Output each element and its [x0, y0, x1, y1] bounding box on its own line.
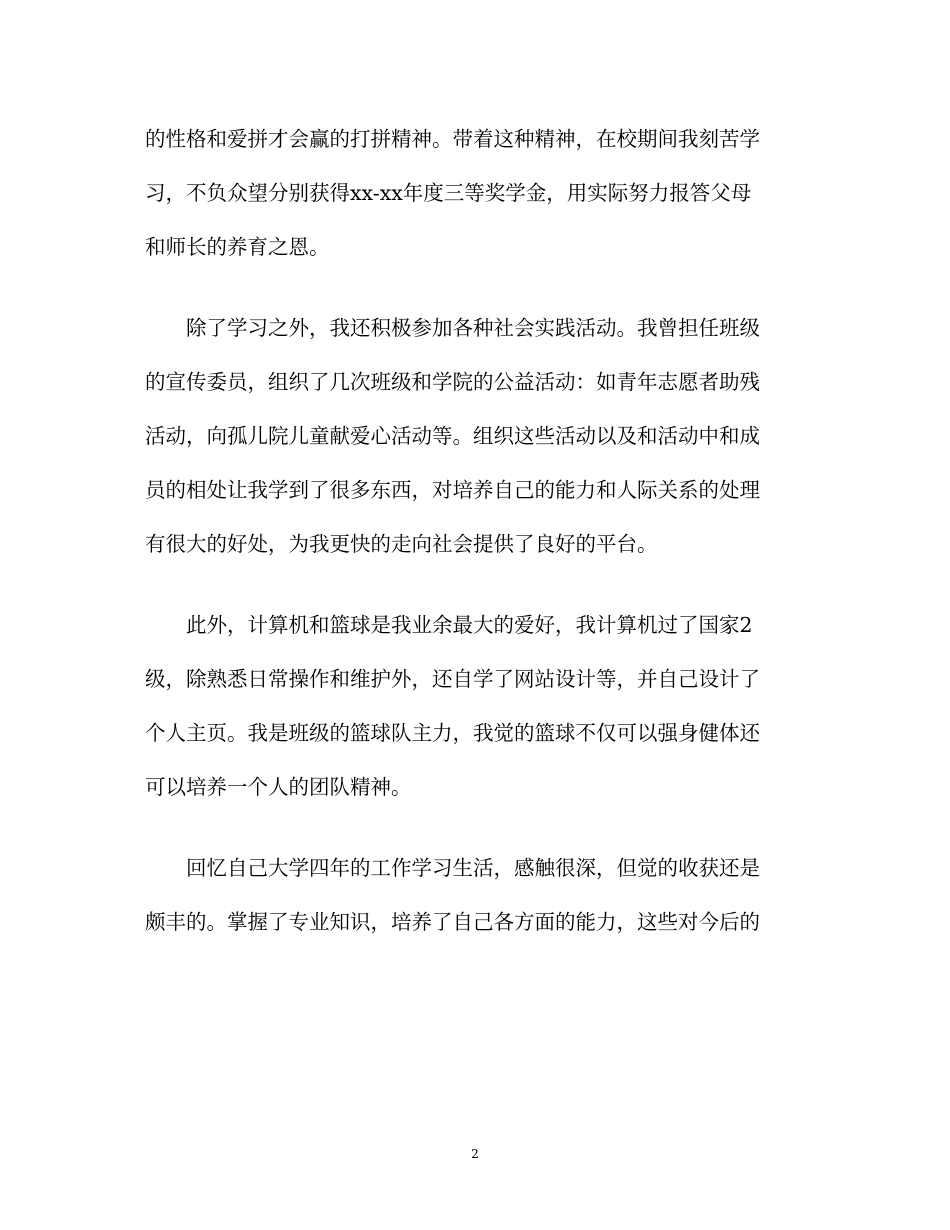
text-line: 颇丰的。掌握了专业知识，培养了自己各方面的能力，这些对今后的: [145, 910, 760, 934]
text-line: 和师长的养育之恩。: [145, 235, 330, 259]
paragraph-first-line: 回忆自己大学四年的工作学习生活，感触很深，但觉的收获还是: [186, 856, 760, 880]
page-number: 2: [471, 1147, 479, 1161]
text-line: 的性格和爱拼才会赢的打拼精神。带着这种精神，在校期间我刻苦学: [145, 127, 760, 151]
text-line: 个人主页。我是班级的篮球队主力，我觉的篮球不仅可以强身健体还: [145, 721, 760, 745]
text-line: 的宣传委员，组织了几次班级和学院的公益活动：如青年志愿者助残: [145, 370, 760, 394]
text-line: 员的相处让我学到了很多东西，对培养自己的能力和人际关系的处理: [145, 478, 760, 502]
text-line: 有很大的好处，为我更快的走向社会提供了良好的平台。: [145, 532, 658, 556]
text-line: 级，除熟悉日常操作和维护外，还自学了网站设计等，并自己设计了: [145, 667, 760, 691]
body-text: [145, 112, 805, 949]
text-line: 活动，向孤儿院儿童献爱心活动等。组织这些活动以及和活动中和成: [145, 424, 760, 448]
paragraph-first-line: 此外，计算机和篮球是我业余最大的爱好，我计算机过了国家2: [186, 613, 753, 637]
text-line: 习，不负众望分别获得xx-xx年度三等奖学金，用实际努力报答父母: [145, 181, 752, 205]
text-line: 可以培养一个人的团队精神。: [145, 775, 412, 799]
paragraph-first-line: 除了学习之外，我还积极参加各种社会实践活动。我曾担任班级: [186, 316, 760, 340]
